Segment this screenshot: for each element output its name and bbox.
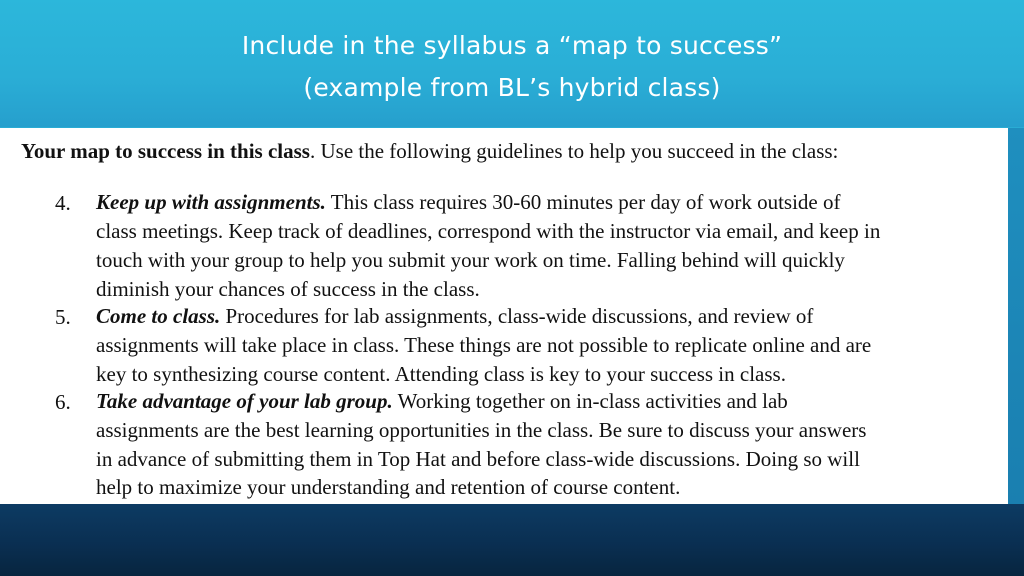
list-text: This class requires 30-60 minutes per day of work outside of [325,190,841,214]
list-lead: Come to class. [96,304,221,328]
list-line [96,188,840,216]
list-line: class meetings. Keep track of deadlines, correspond with the instructor via email, and keep in [96,219,881,243]
syllabus-intro-text: . Use the following guidelines to help you succeed in the class: [309,139,839,163]
background-strip [1008,128,1024,504]
list-line: diminish your chances of success in the class. [96,277,480,301]
syllabus-intro [21,139,838,164]
syllabus-intro-bold: Your map to success in this class [21,139,310,163]
slide-title-line-2: (example from BL’s hybrid class) [303,73,721,102]
list-text: Procedures for lab assignments, class-wide discussions, and review of [220,304,814,328]
list-number: 4. [55,191,71,215]
list-number: 5. [55,305,71,329]
list-line: in advance of submitting them in Top Hat and before class-wide discussions. Doing so will [96,447,860,471]
list-text: Working together on in-class activities and lab [392,389,788,413]
list-line [96,387,788,415]
slide-footer-band [0,504,1024,576]
list-lead: Keep up with assignments. [96,190,326,214]
list-line: help to maximize your understanding and retention of course content. [96,475,681,499]
list-lead: Take advantage of your lab group. [96,389,393,413]
list-line: key to synthesizing course content. Attending class is key to your success in class. [96,362,786,386]
list-line: touch with your group to help you submit your work on time. Falling behind will quickly [96,248,845,272]
list-line: assignments are the best learning opportunities in the class. Be sure to discuss your answers [96,418,867,442]
slide-header [0,0,1024,127]
syllabus-excerpt-image [0,128,1008,504]
list-number: 6. [55,390,71,414]
slide-title-line-1: Include in the syllabus a “map to success” [241,31,783,60]
list-line [96,302,813,330]
list-line: assignments will take place in class. These things are not possible to replicate online and are [96,333,872,357]
